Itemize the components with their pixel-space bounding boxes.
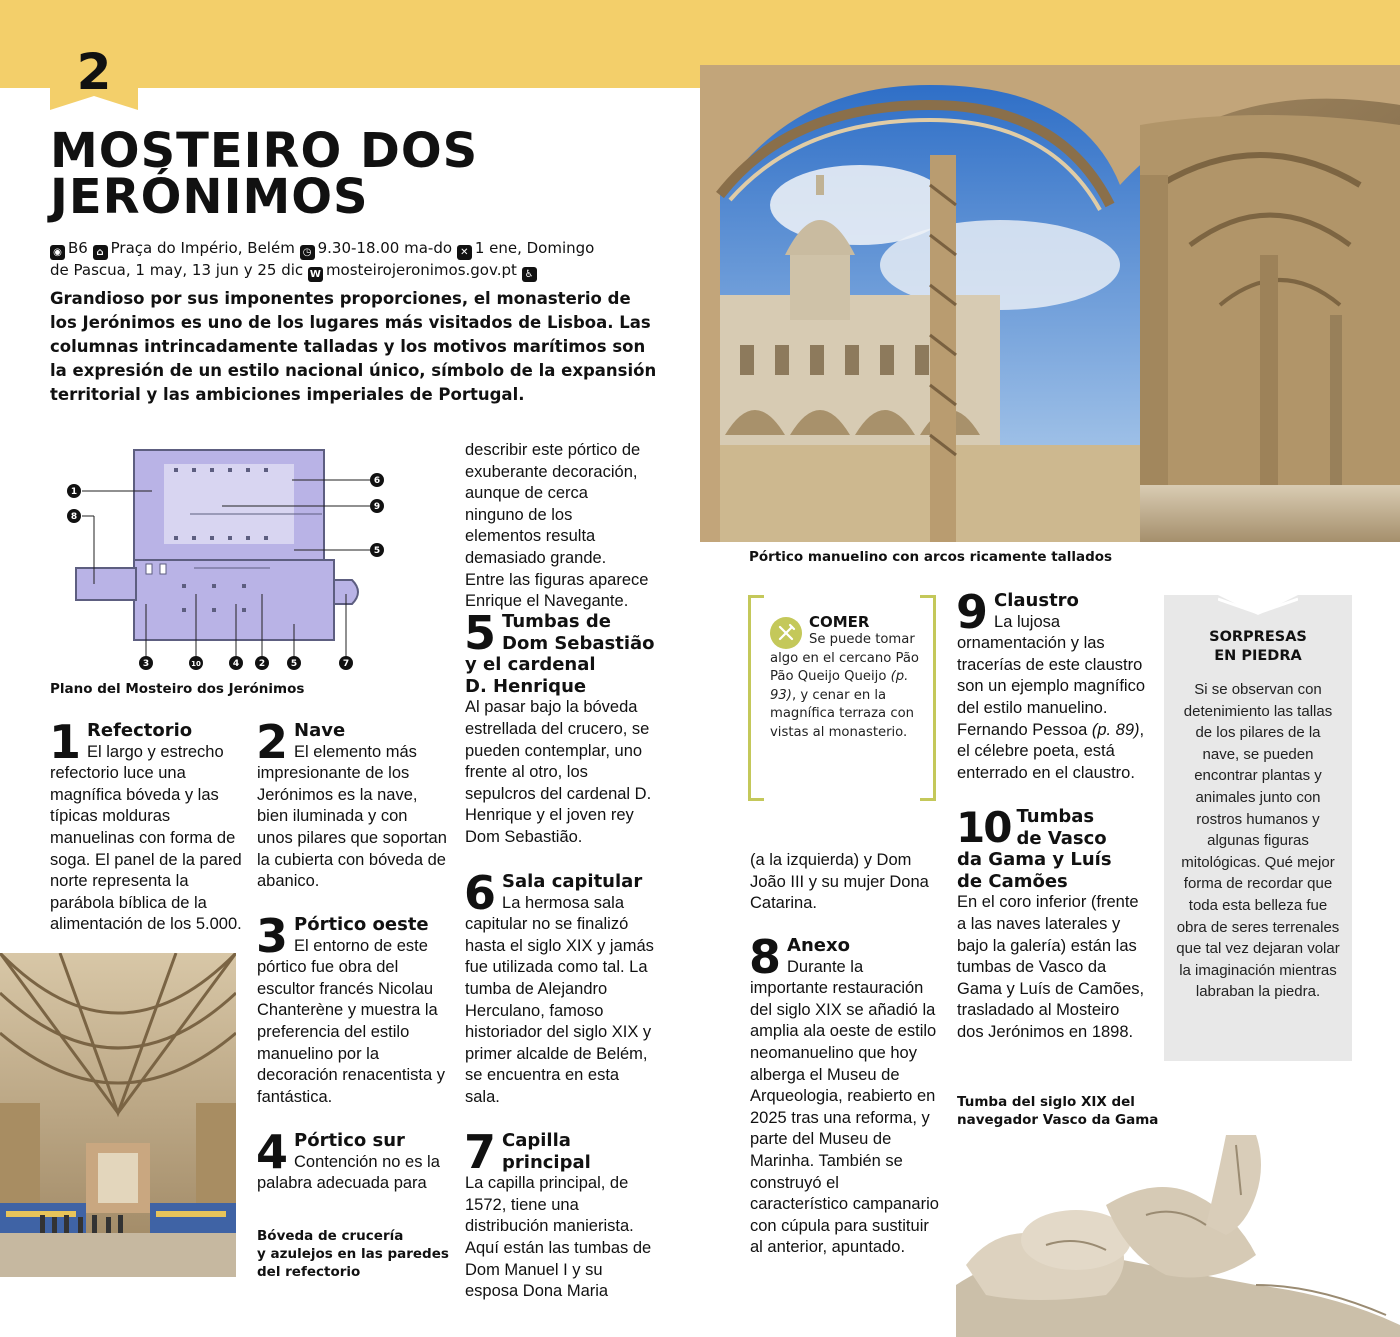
section-body: Contención no es la palabra adecuada para	[257, 1152, 440, 1193]
web-icon: W	[309, 269, 321, 280]
info-closed-1: 1 ene, Domingo	[474, 239, 595, 257]
plan-marker-2: 2	[258, 659, 266, 669]
plan-marker-5b: 5	[290, 659, 298, 669]
section-heading-line-2: Dom Sebastião	[502, 632, 655, 654]
section-portico-sur-continued: describir este pórtico de exuberante decoración, aunque de cerca ninguno de los elementos resulta demasiado grande. Entre las figuras aparece Enrique el Navegante.	[465, 441, 649, 611]
eat-box-heading: COMER	[809, 613, 870, 631]
section-heading: Sala capitular	[502, 871, 643, 892]
section-heading: Anexo	[787, 935, 850, 956]
section-heading: Pórtico oeste	[294, 914, 429, 935]
surprise-sidebar-notch	[1218, 595, 1298, 615]
eat-box-bracket-left	[748, 595, 764, 801]
intro-paragraph: Grandioso por sus imponentes proporciones, el monasterio de los Jerónimos es uno de los lugares más visitados de Lisboa. Las columnas intrincadamente talladas y los motivos marítimos son la expresión de un estilo nacional único, símbolo de la expansión territorial y las ambiciones imperiales de Portugal.	[50, 289, 657, 404]
plan-caption: Plano del Mosteiro dos Jerónimos	[50, 681, 305, 697]
info-hours: 9.30-18.00 ma-do	[317, 239, 453, 257]
plan-marker-9: 9	[373, 502, 381, 512]
section-heading: Capilla principal	[502, 1130, 591, 1173]
main-photo-caption: Pórtico manuelino con arcos ricamente tallados	[749, 549, 1113, 565]
section-portico-sur	[256, 1125, 447, 1195]
surprise-text: Si se observan con detenimiento las tallas de los pilares de la nave, se pueden encontrar plantas y animales junto con rostros humanos y algunas figuras mitológicas. Qué mejor forma de recordar que toda esta belleza fue obra de seres terrenales que tal vez dejaran volar la imaginación mientras labraban la piedra.	[1176, 681, 1340, 1001]
section-heading-line-2: de Vasco	[1016, 827, 1107, 849]
tomb-caption-line-1: Tumba del siglo XIX del	[957, 1094, 1135, 1110]
eat-box-text	[770, 631, 930, 742]
section-body: Al pasar bajo la bóveda estrellada del crucero, se pueden contemplar, uno frente al otro, los sepulcros del cardenal D. Henrique y el joven rey Dom Sebastião.	[465, 698, 652, 846]
section-tumbas-sebastiao	[464, 606, 655, 849]
info-address: Praça do Império, Belém	[110, 239, 295, 257]
map-pin-icon: ◉	[50, 245, 65, 260]
section-heading-line-1: Tumbas	[1016, 806, 1095, 827]
section-body: La capilla principal, de 1572, tiene una distribución manierista. Aquí están las tumbas de Dom Manuel I y su esposa Dona Maria	[465, 1174, 652, 1301]
section-heading: Refectorio	[87, 720, 193, 741]
surprise-heading	[1164, 628, 1352, 666]
section-tumbas-vasco	[956, 803, 1147, 1044]
section-refectorio	[49, 715, 242, 936]
section-number: 4	[256, 1125, 289, 1179]
section-number: 9	[956, 585, 989, 639]
section-number: 8	[749, 930, 782, 984]
section-heading-line-3: da Gama y Luís	[957, 849, 1112, 871]
title-line-1: MOSTEIRO DOS	[50, 123, 479, 179]
floor-plan	[62, 444, 402, 674]
section-number: 6	[464, 866, 497, 920]
tomb-photo	[956, 1135, 1400, 1337]
eat-box-page-ref: (p. 93)	[770, 669, 909, 703]
section-capilla-continued: (a la izquierda) y Dom João III y su mujer Dona Catarina.	[750, 851, 929, 913]
chapter-number: 2	[76, 43, 112, 101]
section-heading-line-1: Tumbas de	[502, 611, 611, 632]
section-anexo	[749, 930, 940, 1259]
section-page-ref: (p. 89)	[1091, 720, 1140, 739]
section-body-b: , el célebre poeta, está enterrado en el claustro.	[957, 720, 1145, 782]
info-website[interactable]: mosteirojeronimos.gov.pt	[325, 261, 517, 279]
eat-box-text-b: , y cenar en la magnífica terraza con vistas al monasterio.	[770, 687, 914, 740]
section-number: 5	[464, 606, 497, 660]
refectory-caption	[257, 1227, 449, 1281]
plan-marker-7: 7	[342, 659, 350, 669]
page-title	[50, 123, 670, 225]
section-body: En el coro inferior (frente a las naves laterales y bajo la galería) están las tumbas de Vasco da Gama y Luís de Camões, trasladado al Mosteiro dos Jerónimos en 1898.	[957, 893, 1145, 1041]
info-grid: B6	[68, 239, 88, 257]
section-claustro	[956, 585, 1147, 784]
section-body: El elemento más impresionante de los Jerónimos es la nave, bien iluminada y con unos pilares que soportan la cubierta con bóveda de abanico.	[257, 742, 447, 891]
section-heading-line-4: de Camões	[957, 870, 1068, 892]
section-number: 1	[49, 715, 82, 769]
info-closed-2: de Pascua, 1 may, 13 jun y 25 dic	[50, 261, 304, 279]
refectory-caption-line-1: Bóveda de crucería	[257, 1228, 404, 1244]
plan-marker-1: 1	[70, 487, 78, 497]
section-heading-line-4: D. Henrique	[465, 675, 587, 697]
refectory-caption-line-2: y azulejos en las paredes	[257, 1246, 449, 1262]
section-number: 7	[464, 1125, 497, 1179]
section-nave	[256, 715, 447, 893]
accessibility-icon: ♿	[522, 267, 537, 282]
refectory-photo	[0, 953, 236, 1277]
plan-marker-5a: 5	[373, 546, 381, 556]
plan-marker-8: 8	[70, 512, 78, 522]
section-capilla-principal	[464, 1125, 655, 1303]
section-heading: Pórtico sur	[294, 1130, 405, 1151]
section-body: Durante la importante restauración del siglo XIX se añadió la amplia ala oeste de estilo neomanuelino que hoy alberga el Museu de Arqueologia, reabierto en 2025 tras una reforma, y parte del Museu de Marinha. También se construyó el característico campanario con cúpula para sustituir al anterior, apuntado.	[750, 957, 939, 1257]
plan-marker-6: 6	[373, 476, 381, 486]
cloister-photo	[700, 65, 1400, 542]
surprise-heading-line-1: SORPRESAS	[1209, 629, 1307, 645]
plan-marker-3: 3	[142, 659, 150, 669]
section-body: El entorno de este pórtico fue obra del escultor francés Nicolau Chanterène y muestra la preferencia del estilo manuelino por la decoración renacentista y fantástica.	[257, 936, 446, 1106]
refectory-caption-line-3: del refectorio	[257, 1264, 361, 1280]
section-heading: Nave	[294, 720, 346, 741]
eat-box	[748, 595, 936, 801]
tomb-caption	[957, 1093, 1158, 1129]
tomb-caption-line-2: navegador Vasco da Gama	[957, 1112, 1159, 1128]
section-sala-capitular	[464, 866, 655, 1109]
info-line	[50, 238, 650, 282]
surprise-heading-line-2: EN PIEDRA	[1214, 648, 1302, 664]
section-heading-line-3: y el cardenal	[465, 654, 596, 676]
section-number: 10	[956, 803, 1011, 852]
section-number: 3	[256, 909, 289, 963]
plan-marker-10: 10	[191, 660, 201, 668]
home-icon: ⌂	[93, 245, 108, 260]
section-body-a: La lujosa ornamentación y las tracerías de este claustro son un ejemplo magnífico del estilo manuelino. Fernando Pessoa	[957, 612, 1146, 739]
section-heading: Claustro	[994, 590, 1079, 611]
section-number: 2	[256, 715, 289, 769]
section-body: La hermosa sala capitular no se finalizó hasta el siglo XIX y jamás fue utilizada como tal. La tumba de Alejandro Herculano, famoso historiador del siglo XIX y primer alcalde de Belém, se encuentra en esta sala.	[465, 893, 654, 1106]
clock-icon: ◷	[300, 245, 315, 260]
section-portico-oeste	[256, 909, 447, 1108]
plan-marker-4: 4	[232, 659, 240, 669]
calendar-closed-icon: ✕	[457, 245, 472, 260]
eat-box-text-a: Se puede tomar algo en el cercano Pão Pão Queijo Queijo	[770, 632, 919, 684]
section-body: El largo y estrecho refectorio luce una magnífica bóveda y las típicas molduras manuelinas con forma de soga. El panel de la pared norte representa la parábola bíblica de la alimentación de los 5.000.	[50, 742, 242, 934]
title-line-2: JERÓNIMOS	[50, 169, 369, 225]
